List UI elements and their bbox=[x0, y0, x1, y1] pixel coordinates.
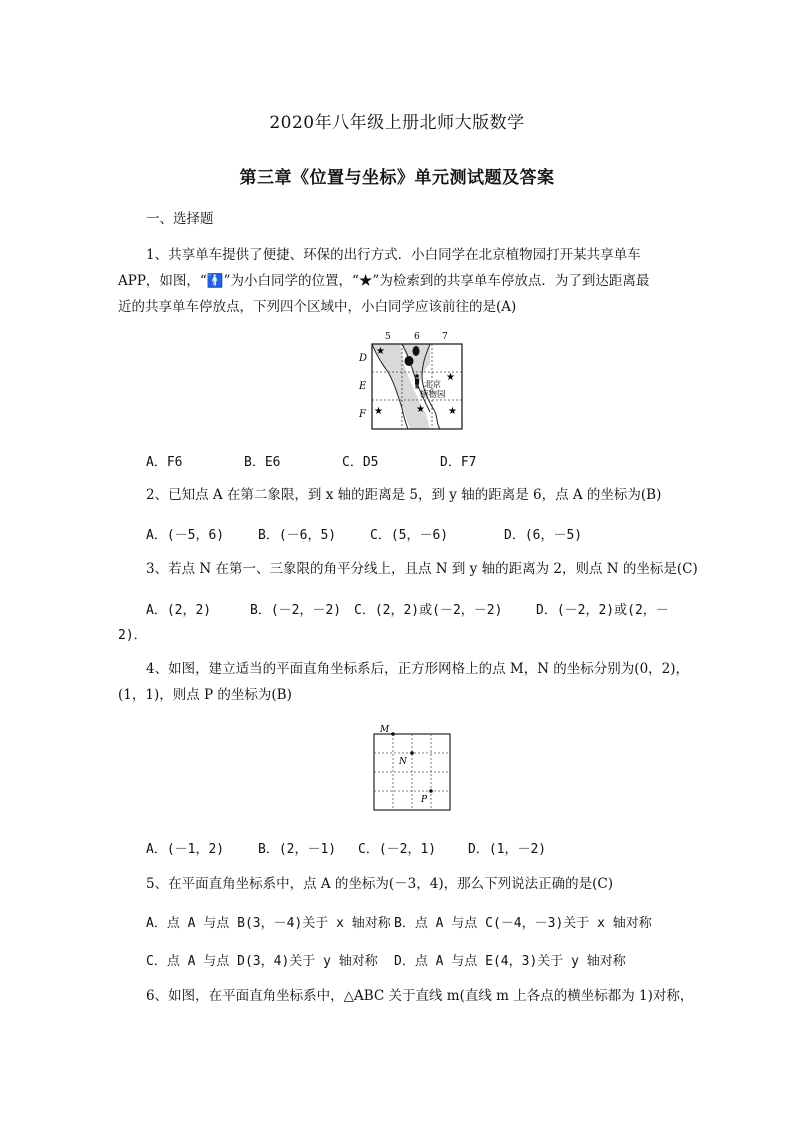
row-label-e: E bbox=[359, 381, 367, 392]
q4-text-line2: (1，1)，则点 P 的坐标为(B) bbox=[118, 687, 292, 703]
q3-option-b: B．(－2，－2) bbox=[250, 603, 342, 618]
q3-option-d-tail: 2)． bbox=[118, 628, 147, 643]
pond-icon bbox=[413, 346, 420, 356]
bike-star-icon: ★ bbox=[376, 346, 385, 357]
row-label-f: F bbox=[359, 409, 366, 420]
point-m bbox=[391, 732, 395, 736]
q5-option-b: B．点 A 与点 C(－4，－3)关于 x 轴对称 bbox=[394, 916, 652, 931]
q1-option-a: A．F6 bbox=[146, 455, 183, 470]
bike-star-icon: ★ bbox=[446, 372, 455, 383]
park-label-2: 植物园 bbox=[420, 390, 446, 400]
q4-option-b: B．(2，－1) bbox=[258, 842, 337, 857]
col-label-6: 6 bbox=[414, 332, 420, 342]
q1-text-line2: APP，如图，“🚹”为小白同学的位置，“★”为检索到的共享单车停放点．为了到达距离最 bbox=[118, 273, 650, 289]
q1-option-b: B．E6 bbox=[244, 455, 281, 470]
q5-option-d: D．点 A 与点 E(4，3)关于 y 轴对称 bbox=[394, 954, 626, 969]
q3-option-c: C．(2，2)或(－2，－2) bbox=[354, 603, 503, 618]
q4-text-line1: 4、如图，建立适当的平面直角坐标系后，正方形网格上的点 M，N 的坐标分别为(0，2)， bbox=[146, 661, 690, 677]
q4-option-a: A．(－1，2) bbox=[146, 842, 225, 857]
q1-option-d: D．F7 bbox=[440, 455, 477, 470]
document-subtitle: 第三章《位置与坐标》单元测试题及答案 bbox=[239, 168, 555, 188]
pond-icon bbox=[405, 356, 414, 366]
q5-text: 5、在平面直角坐标系中，点 A 的坐标为(－3，4)，那么下列说法正确的是(C) bbox=[146, 876, 613, 892]
person-icon bbox=[415, 374, 419, 388]
q6-text: 6、如图，在平面直角坐标系中，△ABC 关于直线 m(直线 m 上各点的横坐标都为 1)对称， bbox=[146, 988, 694, 1004]
q2-option-c: C．(5，－6) bbox=[370, 528, 449, 543]
q3-option-a: A．(2，2) bbox=[146, 603, 212, 618]
q1-text-line3: 近的共享单车停放点，下列四个区域中，小白同学应该前往的是(A) bbox=[118, 299, 517, 315]
q3-text: 3、若点 N 在第一、三象限的角平分线上，且点 N 到 y 轴的距离为 2，则点 N 的坐标是(C) bbox=[146, 561, 698, 577]
q5-option-c: C．点 A 与点 D(3，4)关于 y 轴对称 bbox=[146, 954, 378, 969]
point-p bbox=[429, 789, 433, 793]
label-m: M bbox=[380, 725, 390, 735]
section-heading: 一、选择题 bbox=[146, 211, 214, 227]
col-label-7: 7 bbox=[442, 332, 448, 342]
bike-star-icon: ★ bbox=[448, 406, 457, 417]
q2-option-d: D．(6，－5) bbox=[504, 528, 583, 543]
q3-option-d: D．(－2，2)或(2，－ bbox=[536, 603, 669, 618]
col-label-5: 5 bbox=[385, 332, 391, 342]
label-p: P bbox=[421, 795, 428, 805]
point-n bbox=[410, 751, 414, 755]
bike-star-icon: ★ bbox=[416, 404, 425, 415]
bike-star-icon: ★ bbox=[374, 406, 383, 417]
q1-map-figure bbox=[350, 324, 470, 436]
q4-grid-figure bbox=[366, 722, 466, 814]
q2-text: 2、已知点 A 在第二象限，到 x 轴的距离是 5，到 y 轴的距离是 6，点 A 的坐标为(B) bbox=[146, 487, 662, 503]
park-label-1: 北京 bbox=[424, 380, 442, 390]
q1-option-c: C．D5 bbox=[342, 455, 379, 470]
q2-option-a: A．(－5，6) bbox=[146, 528, 225, 543]
q5-option-a: A．点 A 与点 B(3，－4)关于 x 轴对称 bbox=[146, 916, 391, 931]
q2-option-b: B．(－6，5) bbox=[258, 528, 337, 543]
document-title: 2020年八年级上册北师大版数学 bbox=[269, 113, 525, 133]
q1-text-line1: 1、共享单车提供了便捷、环保的出行方式．小白同学在北京植物园打开某共享单车 bbox=[146, 247, 641, 263]
q4-option-d: D．(1，－2) bbox=[468, 842, 547, 857]
q4-option-c: C．(－2，1) bbox=[358, 842, 437, 857]
row-label-d: D bbox=[359, 353, 368, 364]
label-n: N bbox=[399, 757, 407, 767]
